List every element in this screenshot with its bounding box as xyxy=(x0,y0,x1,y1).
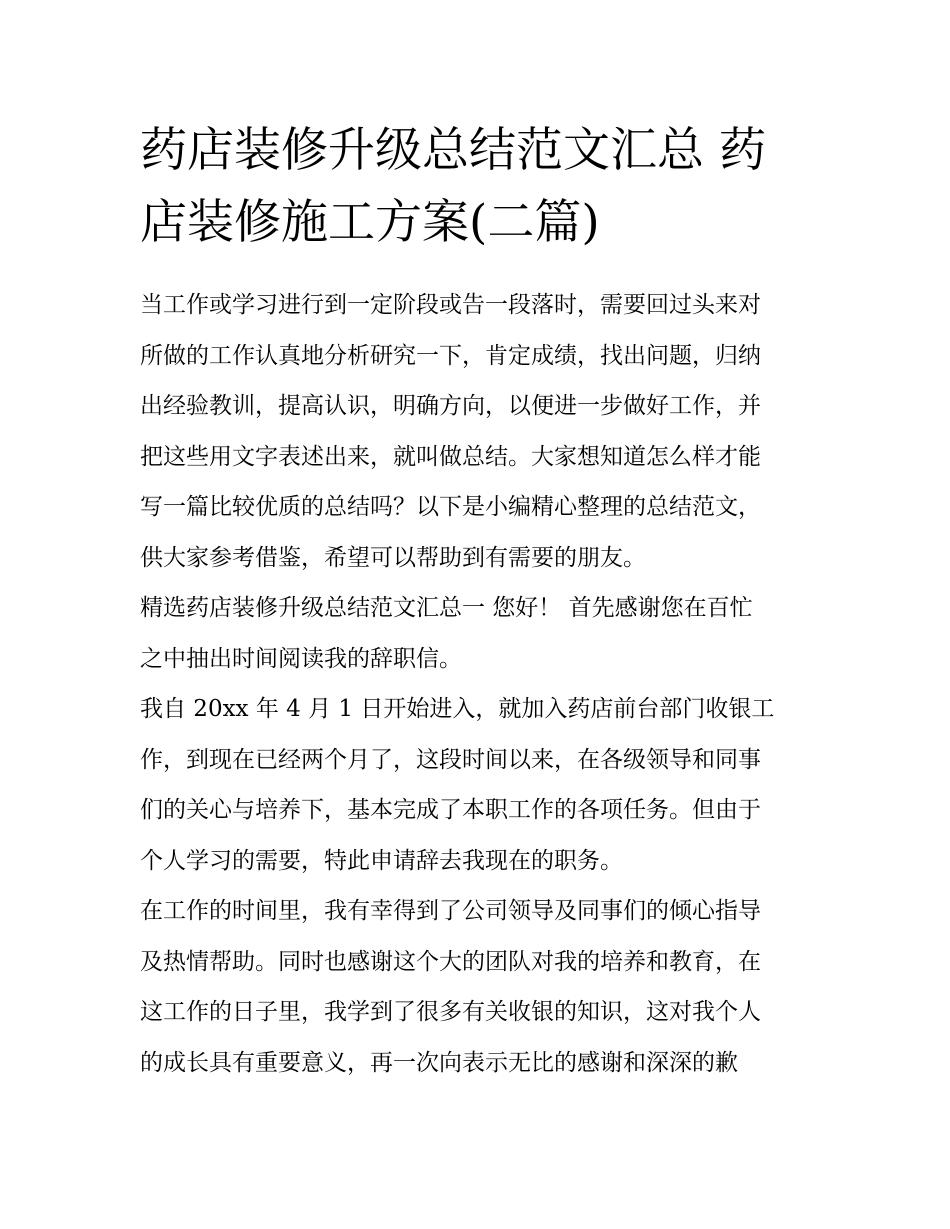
body-line: 当工作或学习进行到一定阶段或告一段落时，需要回过头来对 xyxy=(140,292,761,318)
body-line: 把这些用文字表述出来，就叫做总结。大家想知道怎么样才能 xyxy=(140,443,761,470)
document-body xyxy=(140,280,820,1088)
document-title xyxy=(140,115,820,259)
body-line: 出经验教训，提高认识，明确方向，以便进一步做好工作，并 xyxy=(140,393,761,419)
body-line: 精选药店装修升级总结范文汇总一 您好！ 首先感谢您在百忙 xyxy=(140,595,753,621)
body-line: 个人学习的需要，特此申请辞去我现在的职务。 xyxy=(140,847,623,874)
body-line: 供大家参考借鉴，希望可以帮助到有需要的朋友。 xyxy=(140,544,646,571)
body-line: 们的关心与培养下，基本完成了本职工作的各项任务。但由于 xyxy=(140,797,761,823)
body-line: 我自 20xx 年 4 月 1 日开始进入，就加入药店前台部门收银工 xyxy=(140,696,775,722)
body-line: 所做的工作认真地分析研究一下，肯定成绩，找出问题，归纳 xyxy=(140,342,761,369)
body-line: 在工作的时间里，我有幸得到了公司领导及同事们的倾心指导 xyxy=(140,898,761,924)
title-line: 店装修施工方案(二篇) xyxy=(140,195,600,250)
title-line: 药店装修升级总结范文汇总 药 xyxy=(140,123,766,178)
body-line: 及热情帮助。同时也感谢这个大的团队对我的培养和教育，在 xyxy=(140,948,761,975)
body-line: 作，到现在已经两个月了，这段时间以来，在各级领导和同事 xyxy=(140,746,761,773)
body-line: 的成长具有重要意义，再一次向表示无比的感谢和深深的歉 xyxy=(140,1049,738,1076)
body-line: 写一篇比较优质的总结吗？以下是小编精心整理的总结范文， xyxy=(140,494,761,520)
body-line: 之中抽出时间阅读我的辞职信。 xyxy=(140,645,462,672)
body-line: 这工作的日子里，我学到了很多有关收银的知识，这对我个人 xyxy=(140,999,761,1025)
